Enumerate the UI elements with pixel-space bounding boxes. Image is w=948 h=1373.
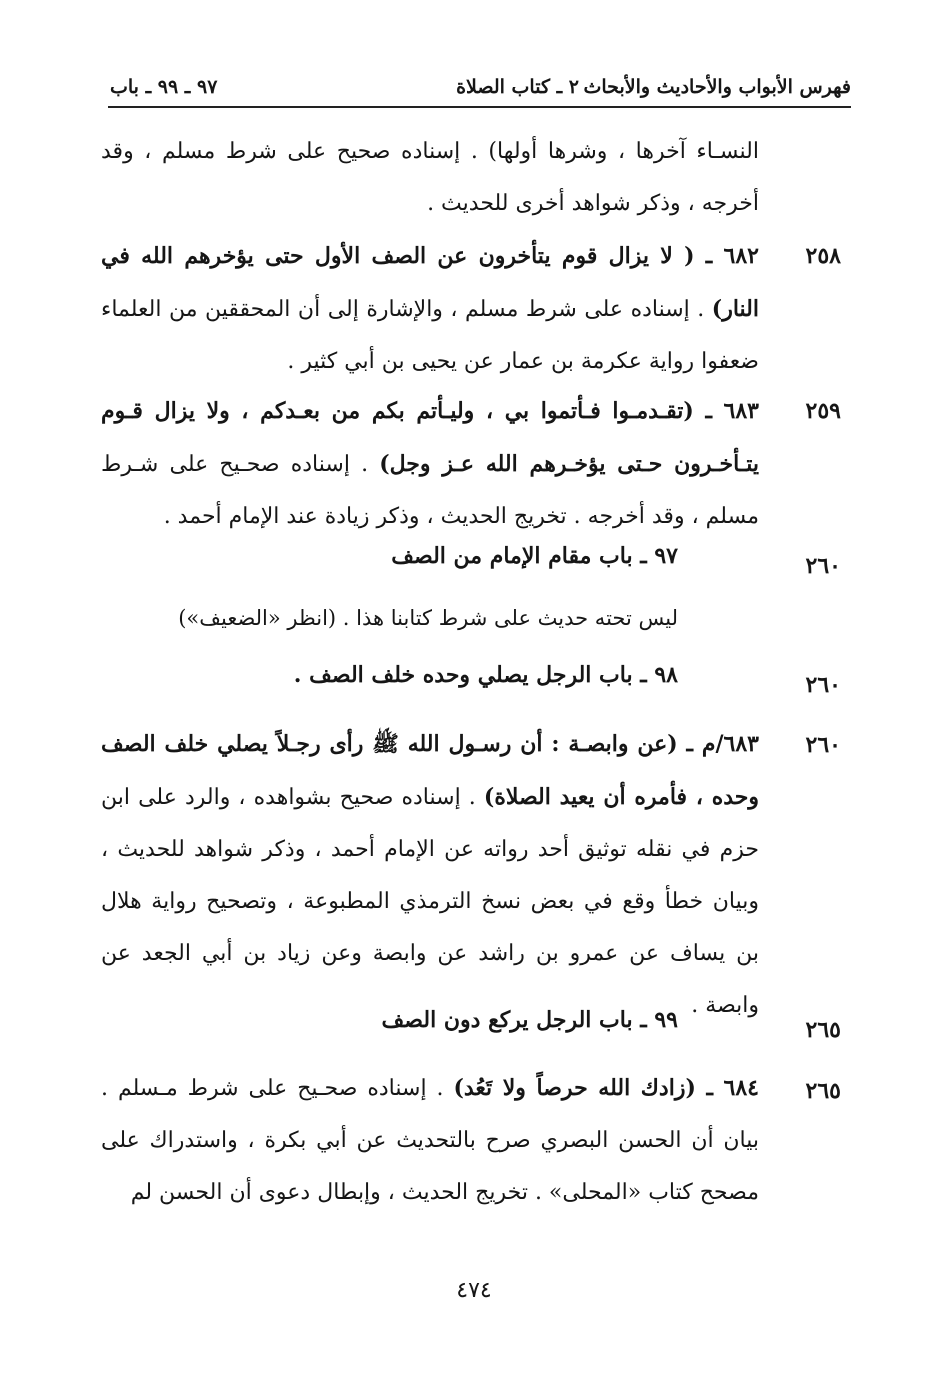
commentary-text: . إسناده صحيح بشواهده ، والرد على ابن حزم في نقله توثيق أحد رواته عن الإمام أحمد ، وذكر شواهد للحديث ، وبيان خطأ وقع في بعض نسخ الترمذي المطبوعة ، وتصحيح رواية هلال بن يساف عن عمرو بن راشد عن وابصة وعن زياد بن أبي الجعد عن وابصة . [101,785,759,1018]
entry-683m [101,718,759,1032]
intro-paragraph [101,126,759,230]
chapter-heading-98: ٩٨ ـ باب الرجل يصلي وحده خلف الصف . [293,662,678,688]
intro-text: النسـاء آخرها ، وشرها أولها) . إسناده صحيح على شرط مسلم ، وقد أخرجه ، وذكر شواهد أخرى للحديث . [101,139,759,216]
page-number: ٤٧٤ [456,1278,492,1303]
hadith-text: ٦٨٤ ـ (زادك الله حرصاً ولا تَعُد) [453,1075,759,1101]
header-index-title: فهرس الأبواب والأحاديث والأبحاث [583,76,851,98]
commentary-text: . إسناده على شرط مسلم ، والإشارة إلى أن المحققين من العلماء ضعفوا رواية عكرمة بن عمار عن يحيى بن أبي كثير . [101,297,759,374]
page-ref-260: ٢٦٠ [805,553,841,579]
hadith-text: ٦٨٣/م ـ (عن وابصـة : أن رسـول الله ﷺ رأى رجـلاً يصلي خلف الصف وحده ، فأمره أن يعيد الصلاة) [101,731,759,810]
chapter-note: ليس تحته حديث على شرط كتابنا هذا . (انظر «الضعيف») [178,606,678,630]
entry-683 [101,385,759,543]
page-ref-265: ٢٦٥ [805,1017,841,1043]
page-ref-260: ٢٦٠ [805,672,841,698]
entry-682 [101,230,759,388]
hadith-text: ٦٨٢ ـ ( لا يزال قوم يتأخرون عن الصف الأول حتى يؤخرهم الله في النار) [101,243,759,322]
header-book-title: ٢ ـ كتاب الصلاة [456,76,579,98]
chapter-heading-99: ٩٩ ـ باب الرجل يركع دون الصف [381,1007,678,1033]
commentary-text: . إسناده صحـيح على شرط مـسلم . بيان أن الحسن البصري صرح بالتحديث عن أبي بكرة ، واستدراك على مصحح كتاب «المحلى» . تخريج الحديث ، وإبطال دعوى أن الحسن لم [101,1076,759,1205]
page-ref-259: ٢٥٩ [805,398,841,424]
chapter-heading-97: ٩٧ ـ باب مقام الإمام من الصف [391,543,678,569]
hadith-text: ٦٨٣ ـ (تقـدمـوا فـأتموا بي ، وليـأتم بكم من بعـدكم ، ولا يزال قـوم يتـأخـرون حـتى يؤخـرهم الله عـز وجل) [101,398,759,477]
page-ref-260: ٢٦٠ [805,732,841,758]
page-ref-258: ٢٥٨ [805,243,841,269]
page-ref-265: ٢٦٥ [805,1078,841,1104]
entry-684 [101,1062,759,1219]
header-chapter-range: ٩٧ ـ ٩٩ ـ باب [110,76,218,98]
commentary-text: . إسناده صحـيح على شـرط مسلم ، وقد أخرجه . تخريج الحديث ، وذكر زيادة عند الإمام أحمد . [101,452,759,529]
running-header [108,72,851,108]
